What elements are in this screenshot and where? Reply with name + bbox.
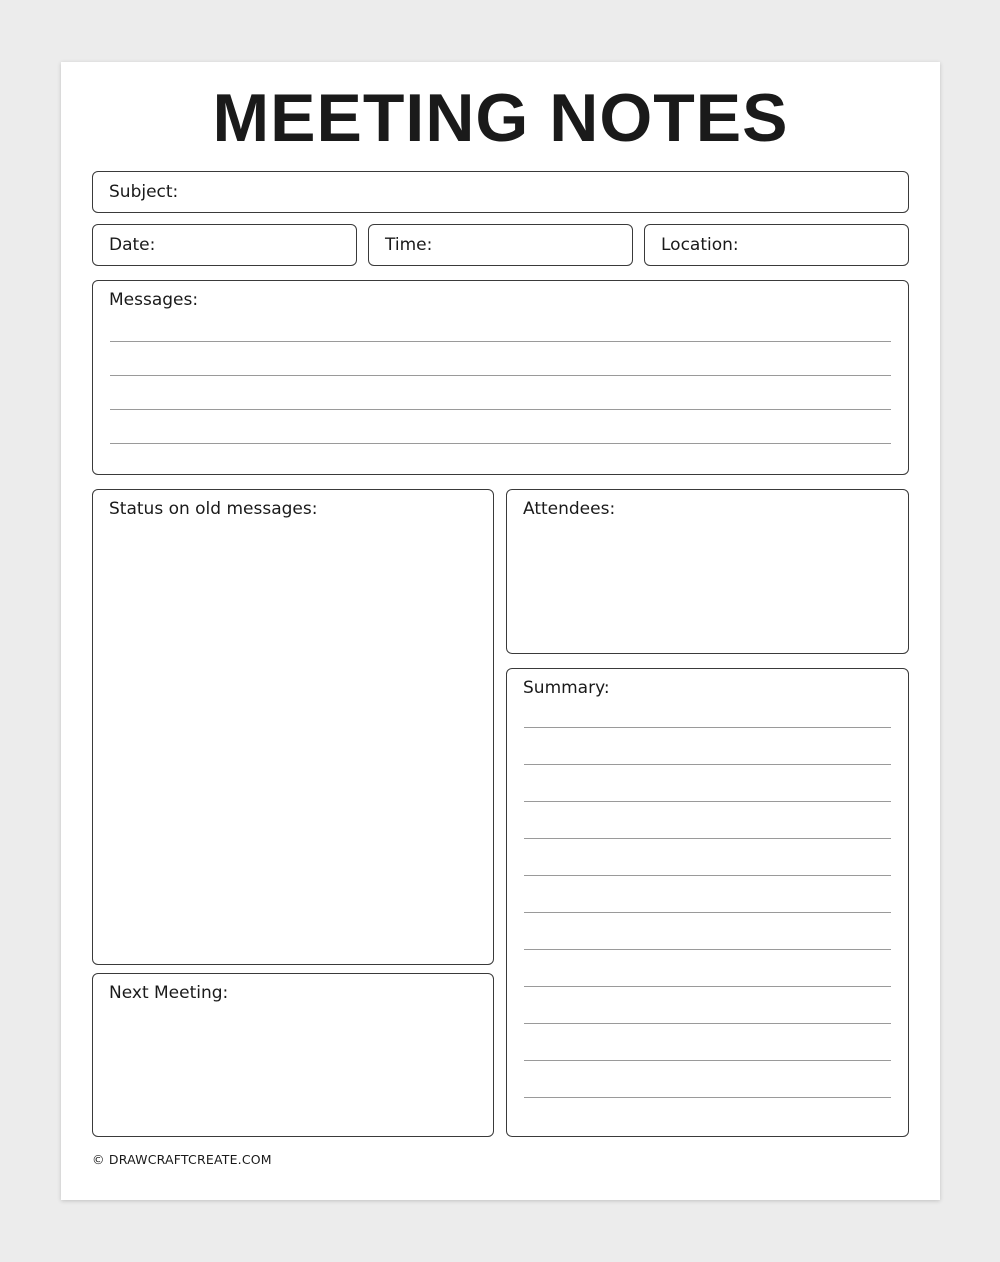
writing-line <box>110 375 891 376</box>
date-field[interactable] <box>92 224 357 266</box>
writing-line <box>524 875 891 876</box>
next-meeting-section[interactable] <box>92 973 494 1137</box>
copyright-footer: © DRAWCRAFTCREATE.COM <box>92 1152 272 1167</box>
attendees-label: Attendees: <box>523 499 616 519</box>
writing-line <box>110 341 891 342</box>
writing-line <box>524 801 891 802</box>
date-label: Date: <box>109 235 156 255</box>
writing-line <box>524 727 891 728</box>
writing-line <box>524 1060 891 1061</box>
location-label: Location: <box>661 235 739 255</box>
next-meeting-label: Next Meeting: <box>109 983 229 1003</box>
messages-label: Messages: <box>109 290 199 310</box>
writing-line <box>524 912 891 913</box>
writing-line <box>110 443 891 444</box>
summary-label: Summary: <box>523 678 610 698</box>
meeting-notes-sheet <box>61 62 940 1200</box>
subject-field[interactable] <box>92 171 909 213</box>
attendees-section[interactable] <box>506 489 909 654</box>
time-label: Time: <box>385 235 433 255</box>
writing-line <box>524 838 891 839</box>
location-field[interactable] <box>644 224 909 266</box>
writing-line <box>524 1097 891 1098</box>
messages-section[interactable] <box>92 280 909 475</box>
subject-label: Subject: <box>109 182 179 202</box>
summary-section[interactable] <box>506 668 909 1137</box>
writing-line <box>524 949 891 950</box>
page-title: MEETING NOTES <box>212 80 789 156</box>
time-field[interactable] <box>368 224 633 266</box>
writing-line <box>524 764 891 765</box>
writing-line <box>110 409 891 410</box>
writing-line <box>524 1023 891 1024</box>
status-old-messages-section[interactable] <box>92 489 494 965</box>
status-old-messages-label: Status on old messages: <box>109 499 318 519</box>
writing-line <box>524 986 891 987</box>
